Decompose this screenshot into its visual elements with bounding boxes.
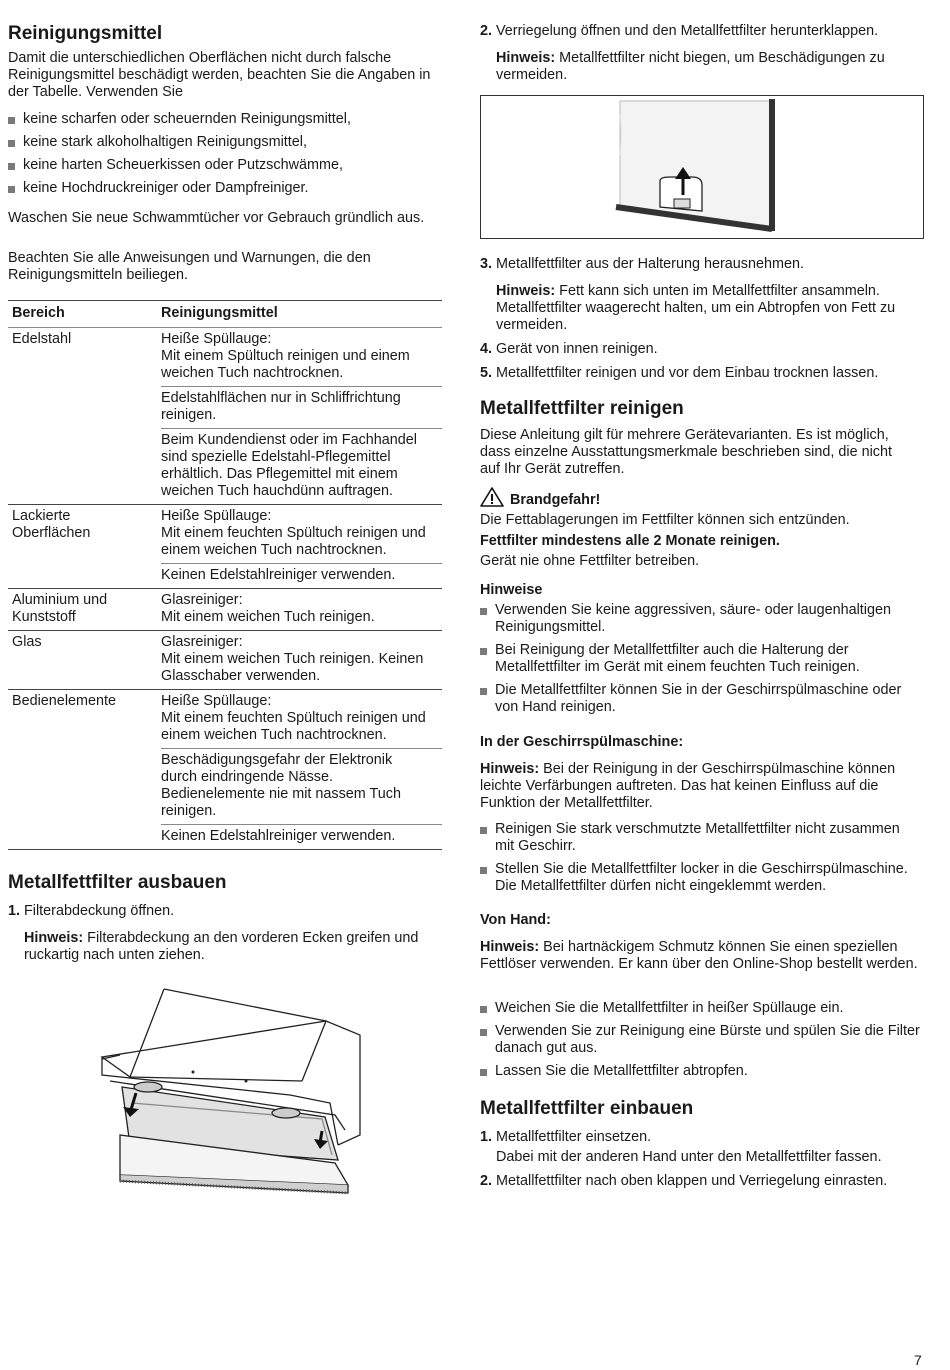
fire-bold: Fettfilter mindestens alle 2 Monate reinigen. — [480, 533, 780, 549]
table-cell-note: Beim Kundendienst oder im Fachhandel sind spezielle Edelstahl-Pflegemittel erhältlich. Das Pflegemittel mit einem weichen Tuch hauchdünn auftragen. — [161, 429, 442, 505]
table-row-note — [8, 825, 442, 850]
step-2-hint: Hinweis: Metallfettfilter nicht biegen, um Beschädigungen zu vermeiden. — [496, 50, 885, 83]
install-step-2: 2. Metallfettfilter nach oben klappen und Verriegelung einrasten. — [480, 1173, 888, 1189]
step-3-hint: Hinweis: Fett kann sich unten im Metallfettfilter ansammeln. Metallfettfilter waagerecht halten, um ein Abtropfen von Fett zu vermeiden. — [496, 283, 896, 333]
list-item: keine scharfen oder scheuernden Reinigungsmittel, — [8, 111, 442, 128]
list-item: Reinigen Sie stark verschmutzte Metallfettfilter nicht zusammen mit Geschirr. — [480, 821, 910, 855]
table-row-note — [8, 387, 442, 429]
list-item: Die Metallfettfilter können Sie in der Geschirrspülmaschine oder von Hand reinigen. — [480, 682, 910, 716]
dishwasher-list — [480, 821, 910, 895]
agent-name: Heiße Spüllauge: — [161, 331, 272, 347]
table-cell-area: Aluminium und Kunststoff — [8, 589, 161, 631]
table-row — [8, 505, 442, 564]
list-item: Lassen Sie die Metallfettfilter abtropfen. — [480, 1063, 920, 1080]
cleaning-table-wrap — [8, 300, 442, 850]
list-item: keine harten Scheuerkissen oder Putzschwämme, — [8, 157, 442, 174]
clean-intro: Diese Anleitung gilt für mehrere Gerätevarianten. Es ist möglich, dass einzelne Ausstattungsmerkmale beschrieben sind, die nicht auf Ihr Gerät zutreffen. — [480, 427, 892, 477]
list-item: Verwenden Sie zur Reinigung eine Bürste und spülen Sie die Filter danach gut aus. — [480, 1023, 920, 1057]
table-cell-area: Glas — [8, 631, 161, 690]
fire-never: Gerät nie ohne Fettfilter betreiben. — [480, 553, 700, 569]
cleaning-bullet-list — [8, 111, 442, 197]
step-1-hint: Hinweis: Filterabdeckung an den vorderen Ecken greifen und ruckartig nach unten ziehen. — [24, 930, 419, 963]
fire-warning — [480, 487, 600, 509]
dishwasher-hint: Hinweis: Bei der Reinigung in der Geschirrspülmaschine können leichte Verfärbungen auftreten. Das hat keinen Einfluss auf die Funktion der Metallfettfilter. — [480, 761, 896, 811]
list-item: Weichen Sie die Metallfettfilter in heißer Spüllauge ein. — [480, 1000, 920, 1017]
hints-heading: Hinweise — [480, 582, 543, 598]
agent-usage: Mit einem Spültuch reinigen und einem weichen Tuch nachtrocknen. — [161, 348, 410, 381]
table-cell-note: Edelstahlflächen nur in Schliffrichtung reinigen. — [161, 387, 442, 429]
step-number: 1. — [8, 903, 21, 919]
step-5: 5. Metallfettfilter reinigen und vor dem Einbau trocknen lassen. — [480, 365, 879, 381]
warning-triangle-icon — [480, 487, 504, 507]
instructions-note: Beachten Sie alle Anweisungen und Warnungen, die den Reinigungsmitteln beiliegen. — [8, 250, 371, 283]
list-item: keine Hochdruckreiniger oder Dampfreiniger. — [8, 180, 442, 197]
list-item: keine stark alkoholhaltigen Reinigungsmittel, — [8, 134, 442, 151]
table-header-area: Bereich — [12, 305, 65, 321]
table-cell-agent — [161, 328, 442, 387]
cleaning-agents-heading: Reinigungsmittel — [8, 23, 163, 44]
install-step-1: 1. Metallfettfilter einsetzen. Dabei mit der anderen Hand unter den Metallfettfilter fassen. — [480, 1129, 882, 1165]
table-row — [8, 328, 442, 387]
fire-warning-label: Brandgefahr! — [510, 492, 601, 508]
install-filter-heading: Metallfettfilter einbauen — [480, 1098, 694, 1119]
hints-list — [480, 602, 910, 716]
by-hand-list — [480, 1000, 920, 1080]
table-header-agent: Reinigungsmittel — [161, 305, 278, 321]
table-cell-agent: Heiße Spüllauge: Mit einem feuchten Spültuch reinigen und einem weichen Tuch nachtrocknen. — [161, 690, 442, 749]
cleaning-table — [8, 301, 442, 850]
table-row-note — [8, 564, 442, 589]
table-cell-agent: Heiße Spüllauge: Mit einem feuchten Spültuch reinigen und einem weichen Tuch nachtrocknen. — [161, 505, 442, 564]
by-hand-heading: Von Hand: — [480, 912, 551, 928]
table-cell-area: Lackierte Oberflächen — [8, 505, 161, 564]
page-number: 7 — [914, 1352, 922, 1368]
clean-filter-heading: Metallfettfilter reinigen — [480, 398, 684, 419]
list-item: Stellen Sie die Metallfettfilter locker in die Geschirrspülmaschine. Die Metallfettfilter dürfen nicht eingeklemmt werden. — [480, 861, 910, 895]
step-1 — [8, 903, 444, 920]
fire-text: Die Fettablagerungen im Fettfilter können sich entzünden. — [480, 512, 850, 528]
latch-illustration — [480, 95, 924, 239]
wash-note: Waschen Sie neue Schwammtücher vor Gebrauch gründlich aus. — [8, 210, 425, 226]
by-hand-hint: Hinweis: Bei hartnäckigem Schmutz können Sie einen speziellen Fettlöser verwenden. Er kann über den Online-Shop bestellt werden. — [480, 939, 918, 972]
hood-illustration — [90, 985, 380, 1215]
step-3: 3. Metallfettfilter aus der Halterung herausnehmen. — [480, 256, 804, 272]
step-2: 2. Verriegelung öffnen und den Metallfettfilter herunterklappen. — [480, 23, 879, 39]
table-row-note — [8, 749, 442, 825]
table-cell-area: Edelstahl — [12, 331, 72, 347]
list-item: Bei Reinigung der Metallfettfilter auch die Halterung der Metallfettfilter im Gerät mit einem feuchten Tuch reinigen. — [480, 642, 910, 676]
dishwasher-heading: In der Geschirrspülmaschine: — [480, 734, 684, 750]
cleaning-intro: Damit die unterschiedlichen Oberflächen nicht durch falsche Reinigungsmittel beschädigt werden, beachten Sie die Angaben in der Tabelle. Verwenden Sie — [8, 50, 431, 100]
table-row — [8, 589, 442, 631]
step-4: 4. Gerät von innen reinigen. — [480, 341, 658, 357]
table-cell-agent: Glasreiniger: Mit einem weichen Tuch reinigen. — [161, 589, 442, 631]
table-cell-agent: Glasreiniger: Mit einem weichen Tuch reinigen. Keinen Glasschaber verwenden. — [161, 631, 442, 690]
table-row — [8, 690, 442, 749]
table-cell-note: Beschädigungsgefahr der Elektronik durch eindringende Nässe. Bedienelemente nie mit nassem Tuch reinigen. — [161, 749, 442, 825]
table-row — [8, 631, 442, 690]
table-cell-note: Keinen Edelstahlreiniger verwenden. — [161, 564, 442, 589]
list-item: Verwenden Sie keine aggressiven, säure- oder laugenhaltigen Reinigungsmittel. — [480, 602, 910, 636]
table-row-note — [8, 429, 442, 505]
remove-filter-heading: Metallfettfilter ausbauen — [8, 872, 227, 893]
table-cell-area: Bedienelemente — [8, 690, 161, 749]
step-text: Filterabdeckung öffnen. — [24, 903, 175, 919]
table-cell-note: Keinen Edelstahlreiniger verwenden. — [161, 825, 442, 850]
